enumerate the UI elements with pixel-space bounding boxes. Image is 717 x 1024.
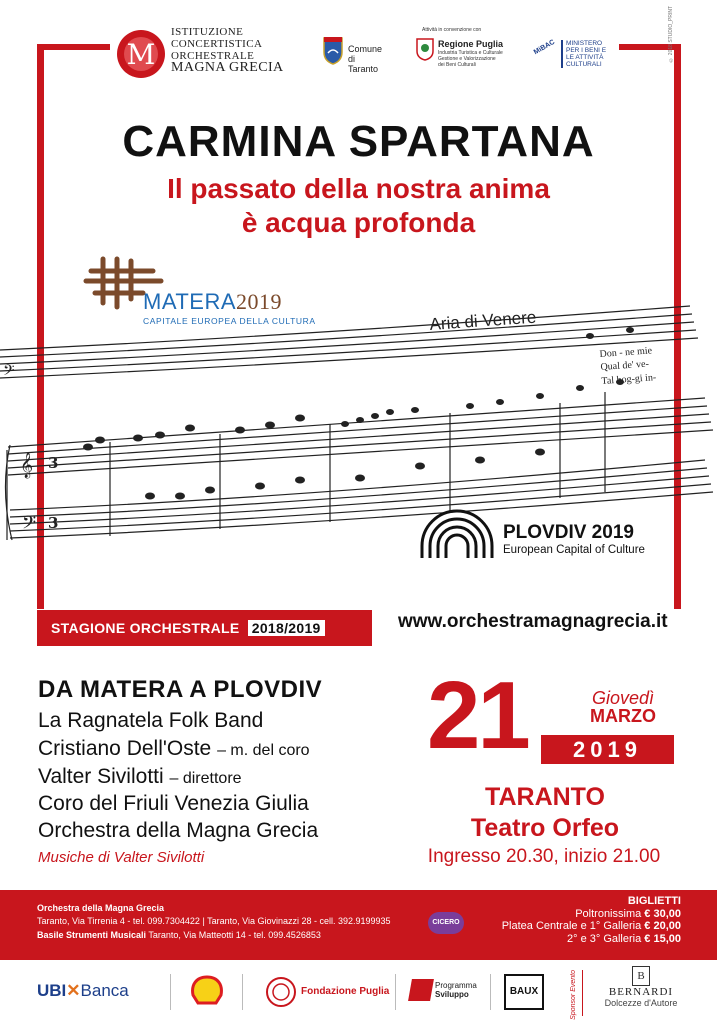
footer-org1-address: Taranto, Via Tirrenia 4 - tel. 099.7304422 | Taranto, Via Giovinazzi 28 - cell. 392.9199935 xyxy=(37,916,391,926)
cicero-badge: CICERO xyxy=(428,912,464,934)
matera-tagline: CAPITALE EUROPEA DELLA CULTURA xyxy=(143,316,316,326)
performer-5: Orchestra della Magna Grecia xyxy=(38,819,319,842)
shell-logo-icon xyxy=(190,975,224,1007)
magna-grecia-emblem-icon xyxy=(113,24,169,80)
footer-org1: Orchestra della Magna Grecia xyxy=(37,903,165,913)
plovdiv-tagline: European Capital of Culture xyxy=(503,544,645,556)
sponsor-evento-label: Sponsor Evento xyxy=(570,970,577,1020)
aria-title: Aria di Venere xyxy=(428,307,537,334)
mibac-logo: MiBAC MINISTERO PER I BENI E LE ATTIVITÀ CULTURALI xyxy=(532,38,607,68)
ubi-arrows-icon: ✕ xyxy=(66,981,81,1000)
ticket-row: Platea Centrale e 1° Galleria € 20,00 xyxy=(501,920,681,932)
season-bar xyxy=(37,610,372,646)
svg-text:𝄢: 𝄢 xyxy=(3,362,15,383)
fondazione-puglia-emblem-icon xyxy=(265,976,297,1008)
tickets-title: BIGLIETTI xyxy=(627,895,681,907)
svg-text:𝄢: 𝄢 xyxy=(22,513,37,538)
matera-name: MATERA xyxy=(143,289,237,314)
ticket-row: Poltronissima € 30,00 xyxy=(575,907,681,920)
lyric-2: Qual de' ve- xyxy=(600,358,650,373)
istituzione-logo xyxy=(113,24,298,82)
plovdiv-name: PLOVDIV 2019 xyxy=(503,522,634,543)
plovdiv-arches-icon xyxy=(418,508,496,558)
program-heading: DA MATERA A PLOVDIV xyxy=(38,676,323,703)
regione-note: Attività in convenzione con xyxy=(422,27,482,33)
baux-logo: BAUX xyxy=(504,974,544,1010)
event-weekday: Giovedì xyxy=(591,688,655,708)
bernardi-logo: B BERNARDI Dolcezze d'Autore xyxy=(601,966,681,1008)
comune-logo xyxy=(322,35,383,74)
mibac-badge: MiBAC xyxy=(532,38,557,57)
taranto-crest-icon xyxy=(322,35,344,65)
programma-sviluppo-logo: Programma Sviluppo xyxy=(410,979,432,1006)
footer-org2: Basile Strumenti Musicali xyxy=(37,930,147,940)
puglia-crest-icon xyxy=(416,37,434,61)
side-credit: © 2018 STUDIO_PRINT xyxy=(668,6,674,63)
event-title: CARMINA SPARTANA xyxy=(122,117,595,166)
ticket-row: 2° e 3° Galleria € 15,00 xyxy=(567,932,681,945)
event-subtitle: Il passato della nostra anima è acqua profonda xyxy=(167,173,550,238)
frame-top-left xyxy=(37,44,110,50)
regione-name: Regione Puglia xyxy=(438,39,504,49)
event-day: 21 xyxy=(427,662,528,769)
footer-bar xyxy=(0,890,717,960)
event-entry-times: Ingresso 20.30, inizio 21.00 xyxy=(427,846,661,867)
season-years: 2018/2019 xyxy=(248,620,325,636)
season-label: STAGIONE ORCHESTRALE xyxy=(51,620,240,636)
performer-4: Coro del Friuli Venezia Giulia xyxy=(38,792,309,815)
event-city: TARANTO xyxy=(485,783,605,811)
lyric-3: Tal hog-gi in- xyxy=(601,372,657,387)
performer-3: Valter Sivilotti – direttore xyxy=(38,765,242,788)
event-year: 2019 xyxy=(541,735,674,764)
sponsors-bar xyxy=(0,962,717,1024)
comune-label: Comune xyxy=(348,44,383,54)
footer-org2-address: Taranto, Via Matteotti 14 - tel. 099.4526853 xyxy=(148,930,321,940)
svg-text:𝄞: 𝄞 xyxy=(20,453,34,478)
regione-logo: Attività in convenzione con Regione Puglia Industria Turistica e Culturale Gestione e Valorizzazione dei Beni Culturali xyxy=(416,27,511,77)
event-venue: Teatro Orfeo xyxy=(470,814,620,842)
tickets-list xyxy=(502,895,681,945)
bernardi-crest-icon: B xyxy=(632,966,650,986)
website-link[interactable]: www.orchestramagnagrecia.it xyxy=(398,611,668,632)
ubi-banca-logo: UBI✕Banca xyxy=(37,981,129,1000)
plovdiv-logo xyxy=(418,508,648,563)
performer-2: Cristiano Dell'Oste – m. del coro xyxy=(38,737,310,760)
svg-text:3: 3 xyxy=(48,454,59,472)
fondazione-puglia-logo: Fondazione Puglia xyxy=(265,976,297,1013)
comune-city: di Taranto xyxy=(348,54,379,74)
matera-year: 2019 xyxy=(236,289,283,314)
event-month: MARZO xyxy=(590,706,656,726)
music-credit: Musiche di Valter Sivilotti xyxy=(38,849,205,866)
lyric-1: Don - ne mie xyxy=(599,345,653,360)
svg-text:M: M xyxy=(126,38,156,71)
performer-1: La Ragnatela Folk Band xyxy=(38,709,264,732)
istituzione-name: ISTITUZIONE CONCERTISTICA ORCHESTRALE MAGNA GRECIA xyxy=(171,26,284,75)
svg-text:3: 3 xyxy=(48,514,59,532)
